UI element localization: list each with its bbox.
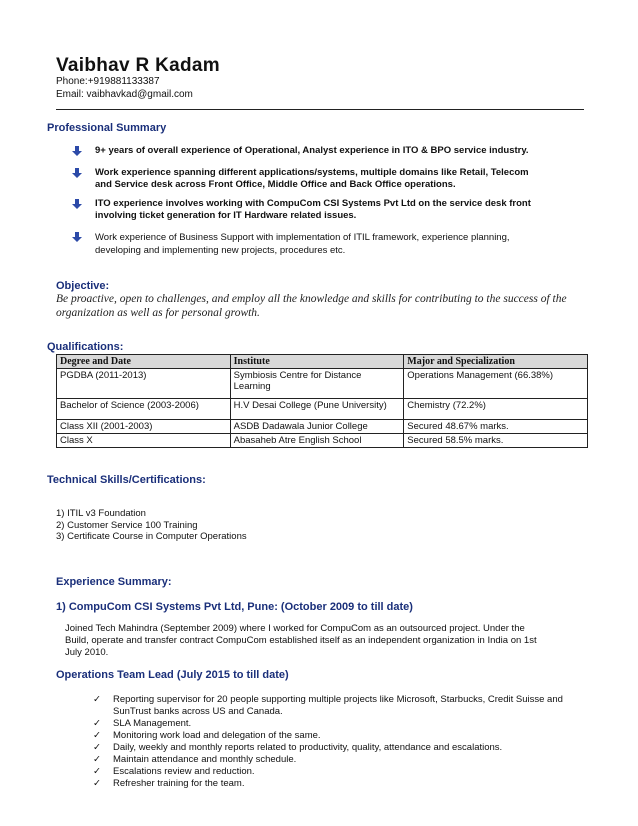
table-cell: Chemistry (72.2%) <box>404 399 588 420</box>
experience-heading: Experience Summary: <box>56 576 172 588</box>
arrow-bullet-icon <box>72 232 82 242</box>
column-header: Degree and Date <box>57 355 231 369</box>
table-cell: Symbiosis Centre for Distance Learning <box>230 369 404 399</box>
objective-heading: Objective: <box>56 280 110 292</box>
summary-item-text: ITO experience involves working with CompuCom CSI Systems Pvt Ltd on the service desk front involving ticket generation for IT Hardware related issues. <box>95 198 531 221</box>
experience-intro: Joined Tech Mahindra (September 2009) where I worked for CompuCom as an outsourced project. Under the Build, operate and transfer contract CompuCom established itself as an independent organization in India on 1st July 2010. <box>65 623 537 658</box>
skills-list <box>56 508 247 543</box>
table-cell: Class X <box>57 434 231 448</box>
duty-text: Daily, weekly and monthly reports related to productivity, quality, attendance and escalations. <box>113 742 503 753</box>
table-row <box>57 434 588 448</box>
arrow-bullet-icon <box>72 168 82 178</box>
email-address: Email: vaibhavkad@gmail.com <box>56 89 193 100</box>
summary-item-text: Work experience spanning different applications/systems, multiple domains like Retail, Telecom and Service desk across Front Office, Middle Office and Back Office operations. <box>95 167 529 190</box>
summary-item-text: Work experience of Business Support with implementation of ITIL framework, experience planning, developing and implementing new projects, procedures etc. <box>95 232 510 256</box>
role-heading: Operations Team Lead (July 2015 to till date) <box>56 669 289 681</box>
technical-skills-heading: Technical Skills/Certifications: <box>47 474 206 486</box>
table-cell: Abasaheb Atre English School <box>230 434 404 448</box>
arrow-bullet-icon <box>72 199 82 209</box>
table-cell: H.V Desai College (Pune University) <box>230 399 404 420</box>
checkmark-icon: ✓ <box>93 778 101 789</box>
duty-text: Reporting supervisor for 20 people supporting multiple projects like Microsoft, Starbucks, Credit Suisse and SunTrust banks across US and Canada. <box>113 694 563 717</box>
table-row <box>57 399 588 420</box>
table-cell: PGDBA (2011-2013) <box>57 369 231 399</box>
checkmark-icon: ✓ <box>93 730 101 741</box>
table-cell: Secured 48.67% marks. <box>404 420 588 434</box>
candidate-name: Vaibhav R Kadam <box>56 55 220 76</box>
list-item: 2) Customer Service 100 Training <box>56 519 198 531</box>
duty-text: Refresher training for the team. <box>113 778 245 789</box>
table-row <box>57 420 588 434</box>
objective-text: Be proactive, open to challenges, and employ all the knowledge and skills for contributing to the success of the organization as well as for personal growth. <box>56 293 567 319</box>
summary-item-text: 9+ years of overall experience of Operational, Analyst experience in ITO & BPO service industry. <box>95 145 529 156</box>
arrow-bullet-icon <box>72 146 82 156</box>
list-item: 3) Certificate Course in Computer Operations <box>56 531 247 542</box>
checkmark-icon: ✓ <box>93 742 101 753</box>
qualifications-table <box>56 354 588 448</box>
professional-summary-heading: Professional Summary <box>47 122 167 134</box>
checkmark-icon: ✓ <box>93 718 101 729</box>
table-row <box>57 369 588 399</box>
company-heading: 1) CompuCom CSI Systems Pvt Ltd, Pune: (October 2009 to till date) <box>56 601 413 613</box>
column-header: Institute <box>230 355 404 369</box>
list-item: 1) ITIL v3 Foundation <box>56 508 146 519</box>
duty-text: SLA Management. <box>113 718 192 729</box>
checkmark-icon: ✓ <box>93 766 101 777</box>
duty-text: Maintain attendance and monthly schedule. <box>113 754 297 765</box>
phone-number: Phone:+919881133387 <box>56 76 160 87</box>
table-header-row <box>57 355 588 369</box>
table-cell: ASDB Dadawala Junior College <box>230 420 404 434</box>
table-cell: Class XII (2001-2003) <box>57 420 231 434</box>
duty-text: Monitoring work load and delegation of the same. <box>113 730 321 741</box>
column-header: Major and Specialization <box>404 355 588 369</box>
qualifications-heading: Qualifications: <box>47 341 124 353</box>
table-cell: Operations Management (66.38%) <box>404 369 588 399</box>
checkmark-icon: ✓ <box>93 694 101 705</box>
checkmark-icon: ✓ <box>93 754 101 765</box>
table-cell: Secured 58.5% marks. <box>404 434 588 448</box>
table-cell: Bachelor of Science (2003-2006) <box>57 399 231 420</box>
header-divider <box>56 109 584 110</box>
duty-text: Escalations review and reduction. <box>113 766 255 777</box>
